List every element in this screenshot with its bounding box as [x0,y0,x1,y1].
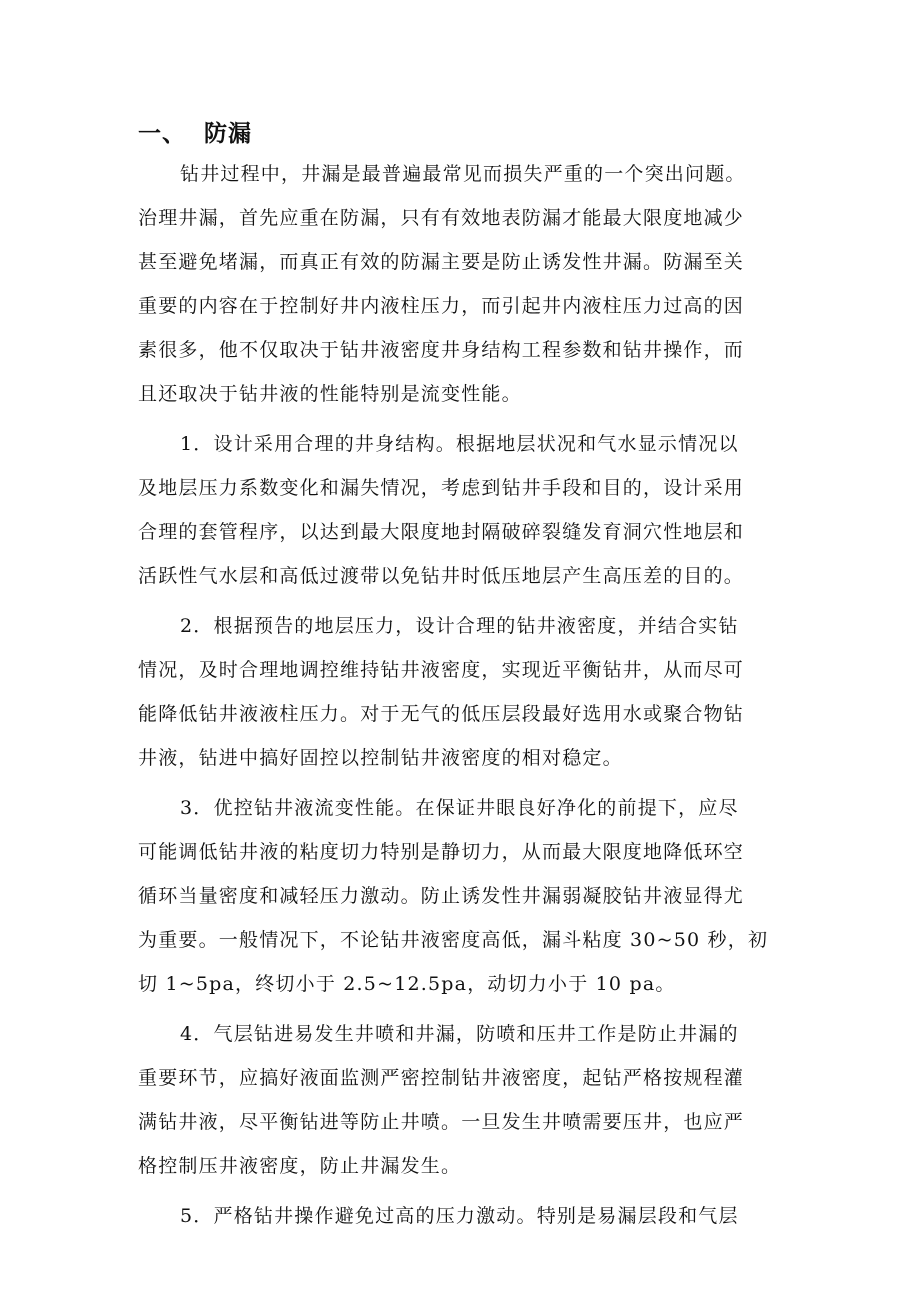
paragraph-line: 甚至避免堵漏，而真正有效的防漏主要是防止诱发性井漏。防漏至关 [138,251,745,273]
paragraph-line: 3．优控钻井液流变性能。在保证井眼良好净化的前提下，应尽 [180,797,739,819]
paragraph-line: 情况，及时合理地调控维持钻井液密度，实现近平衡钻井，从而尽可 [138,659,745,681]
paragraph-line: 治理井漏，首先应重在防漏，只有有效地表防漏才能最大限度地减少 [138,207,745,229]
section-heading [138,112,252,156]
paragraph-line: 重要的内容在于控制好井内液柱压力，而引起井内液柱压力过高的因 [138,295,745,317]
paragraph-line: 重要环节，应搞好液面监测严密控制钻井液密度，起钻严格按规程灌 [138,1067,745,1089]
paragraph-line: 素很多，他不仅取决于钻井液密度井身结构工程参数和钻井操作，而 [138,339,745,361]
paragraph-line: 能降低钻井液液柱压力。对于无气的低压层段最好选用水或聚合物钻 [138,703,745,725]
paragraph-line: 钻井过程中，井漏是最普遍最常见而损失严重的一个突出问题。 [180,163,746,185]
paragraph-line: 1．设计采用合理的井身结构。根据地层状况和气水显示情况以 [180,433,739,455]
paragraph-line: 合理的套管程序，以达到最大限度地封隔破碎裂缝发育洞穴性地层和 [138,521,745,543]
paragraph-line: 可能调低钻井液的粘度切力特别是静切力，从而最大限度地降低环空 [138,841,745,863]
paragraph-line: 且还取决于钻井液的性能特别是流变性能。 [138,383,522,405]
paragraph-line: 切 1~5pa，终切小于 2.5~12.5pa，动切力小于 10 pa。 [138,973,676,995]
paragraph-line: 2．根据预告的地层压力，设计合理的钻井液密度，并结合实钻 [180,615,739,637]
paragraph-line: 及地层压力系数变化和漏失情况，考虑到钻井手段和目的，设计采用 [138,477,745,499]
paragraph-line: 井液，钻进中搞好固控以控制钻井液密度的相对稳定。 [138,747,623,769]
paragraph-line: 为重要。一般情况下，不论钻井液密度高低，漏斗粘度 30~50 秒，初 [138,929,769,951]
section-number: 一、 [138,120,186,147]
section-title: 防漏 [204,120,252,147]
paragraph-line: 格控制压井液密度，防止井漏发生。 [138,1155,462,1177]
paragraph-line: 满钻井液，尽平衡钻进等防止井喷。一旦发生井喷需要压井，也应严 [138,1111,745,1133]
paragraph-line: 5．严格钻井操作避免过高的压力激动。特别是易漏层段和气层 [180,1205,739,1227]
paragraph-line: 循环当量密度和减轻压力激动。防止诱发性井漏弱凝胶钻井液显得尤 [138,885,745,907]
paragraph-line: 活跃性气水层和高低过渡带以免钻井时低压地层产生高压差的目的。 [138,565,745,587]
paragraph-line: 4．气层钻进易发生井喷和井漏，防喷和压井工作是防止井漏的 [180,1023,739,1045]
